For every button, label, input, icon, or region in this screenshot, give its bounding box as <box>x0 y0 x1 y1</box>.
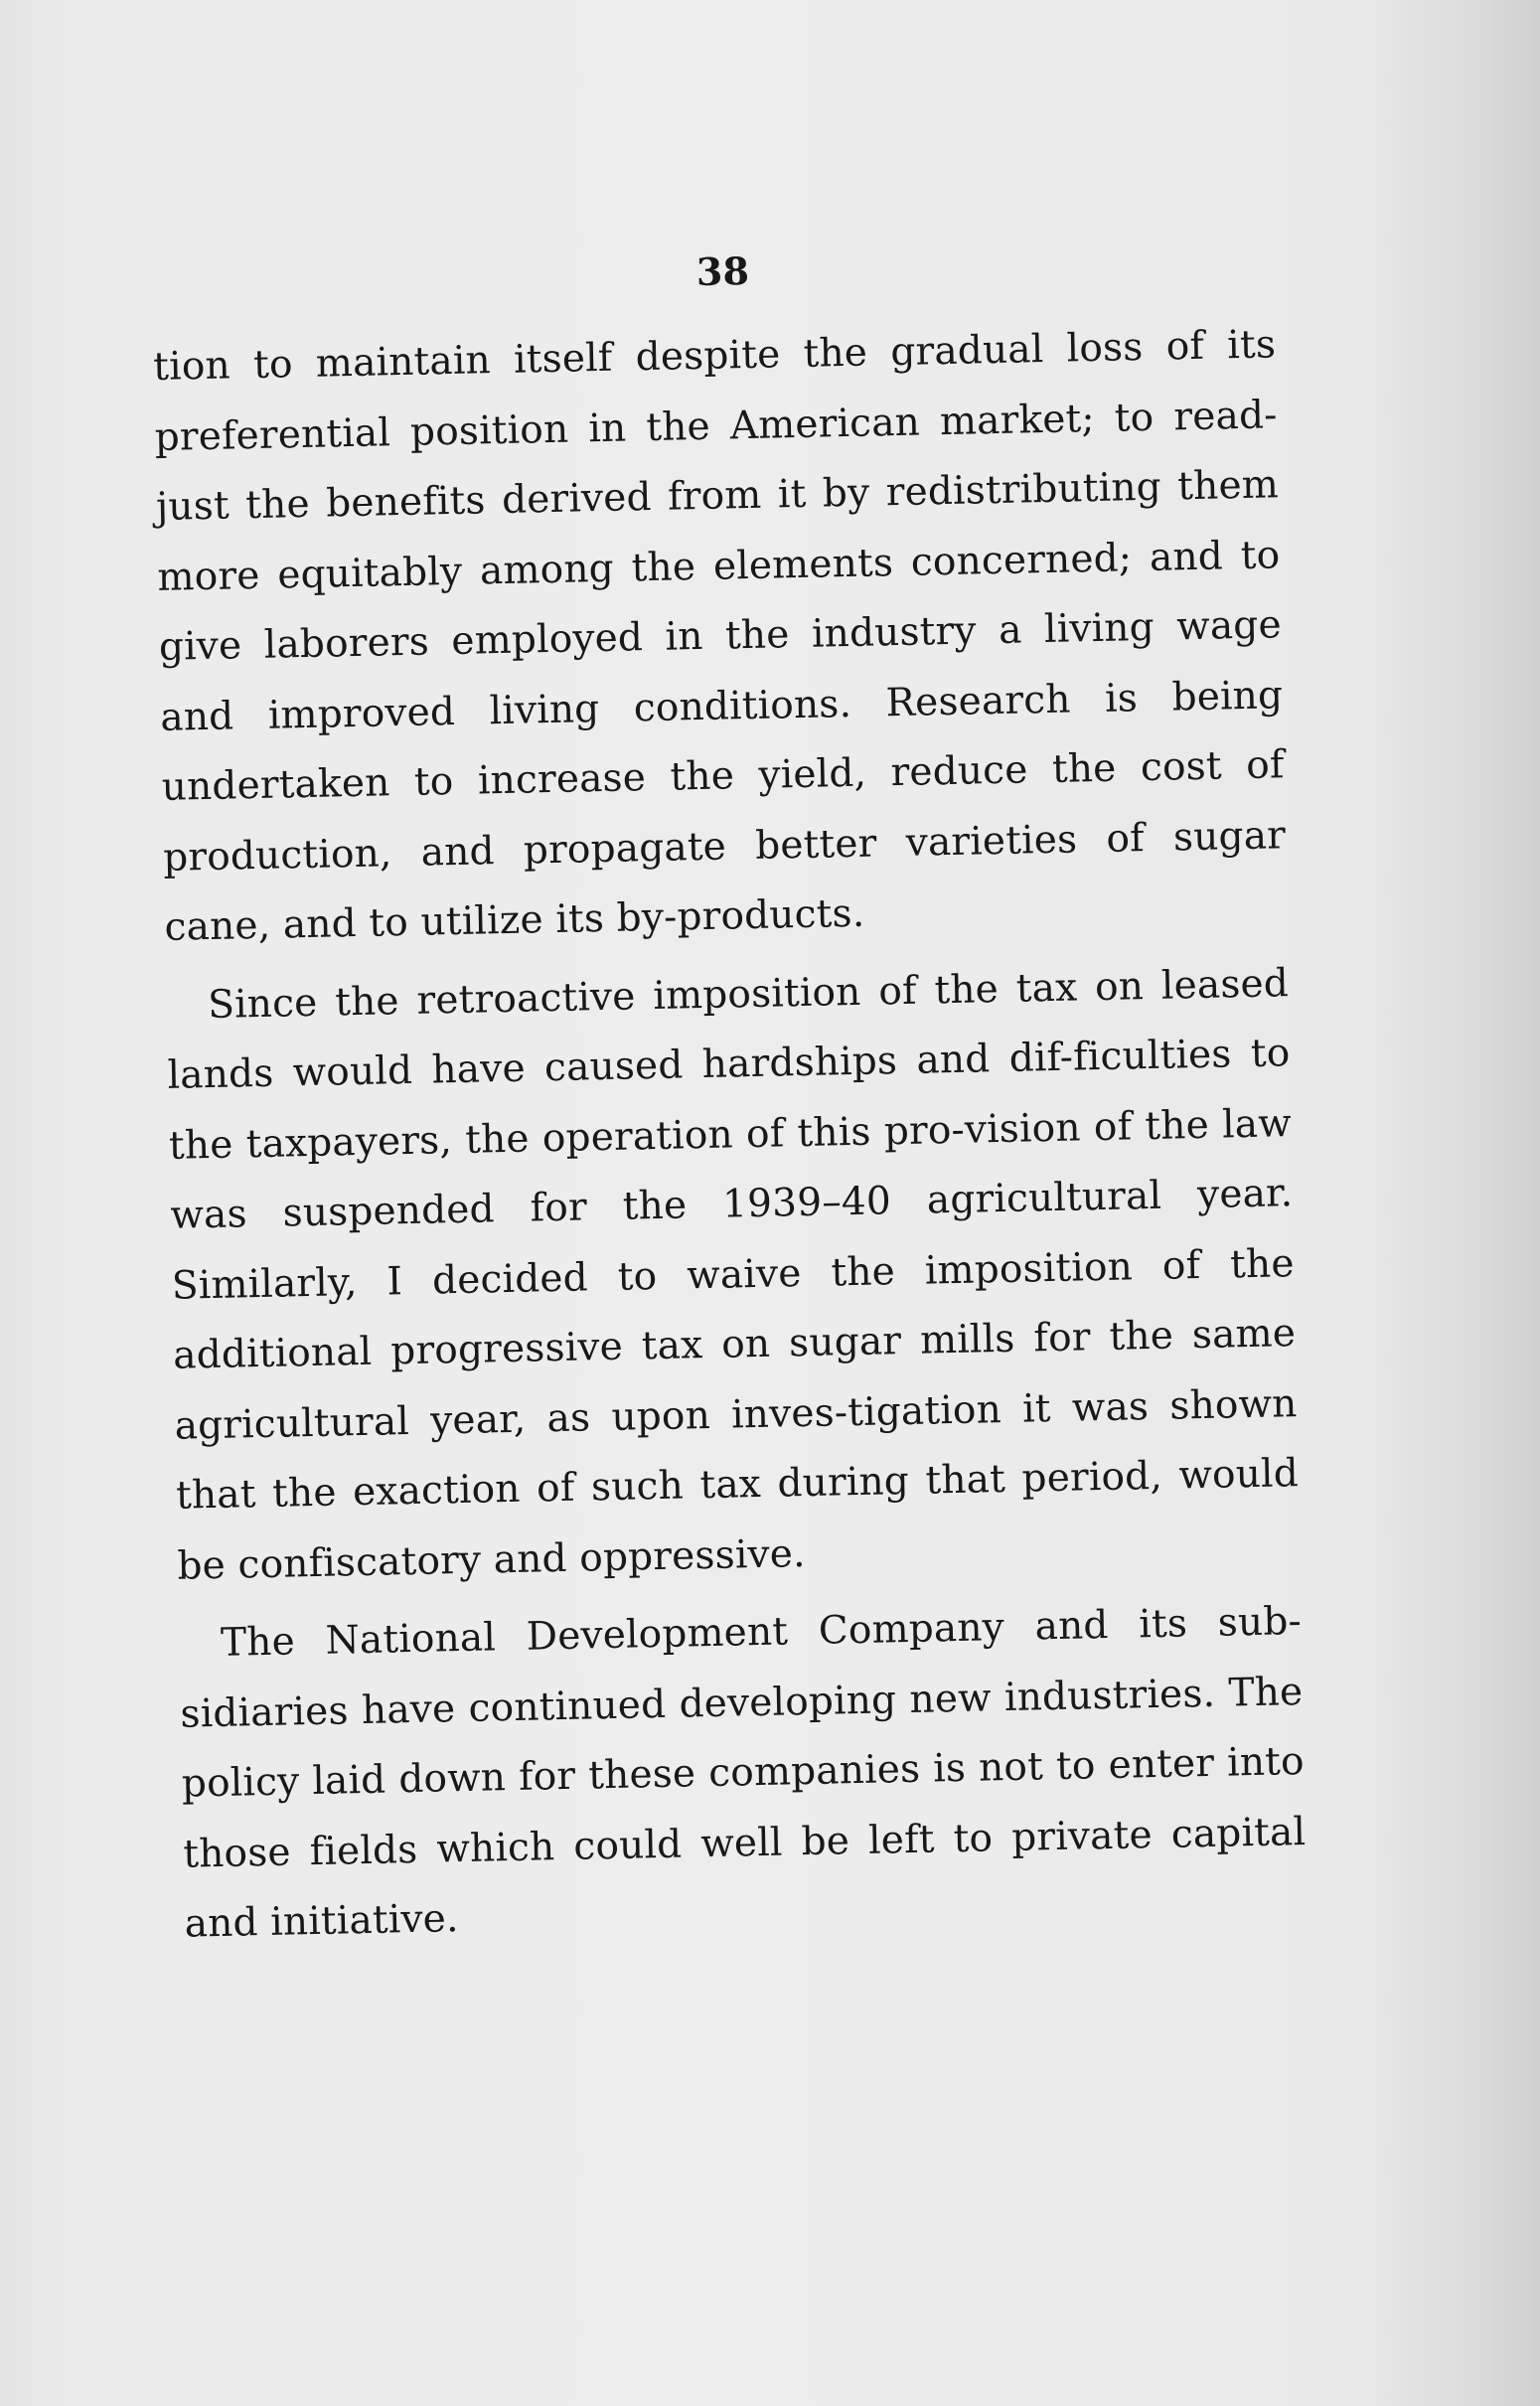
paragraph-sugar-industry: tion to maintain itself despite the gradual loss of its preferential position in the American market; to read-just the benefits derived from it by redistributing them more equitably among the elements concerned; and to give laborers employed in the industry a living wage and improved living conditions. Research is being undertaken to increase the yield, reduce the cost of production, and propagate better varieties of sugar cane, and to utilize its by-products. <box>152 322 1287 950</box>
paragraph-national-development-company: The National Development Company and its sub-sidiaries have continued developing new industries. The policy laid down for these companies is not to enter into those fields which could well be left to private capital and initiative. <box>180 1599 1307 1947</box>
page-number: 38 <box>695 247 750 294</box>
paragraph-tax-suspension: Since the retroactive imposition of the tax on leased lands would have caused hardships and dif-ficulties to the taxpayers, the operation of this pro-vision of the law was suspended for the 1939–40 agricultural year. Similarly, I decided to waive the imposition of the additional progressive tax on sugar mills for the same agricultural year, as upon inves-tigation it was shown that the exaction of such tax during that period, would be confiscatory and oppressive. <box>167 960 1300 1589</box>
text-block <box>151 231 1308 1968</box>
